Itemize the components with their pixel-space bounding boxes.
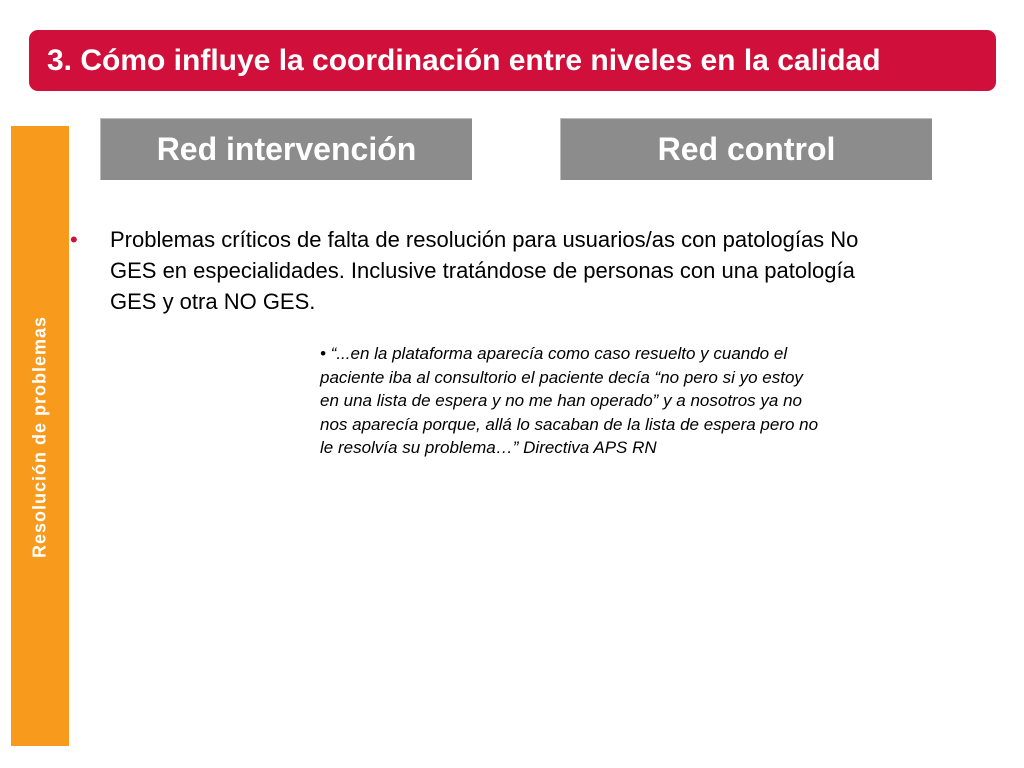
main-bullet-text (110, 224, 990, 317)
quote-line: • “...en la plataforma aparecía como caso resuelto y cuando el (320, 344, 788, 363)
main-bullet-line: GES en especialidades. Inclusive tratándose de personas con una patología (110, 258, 855, 283)
quote-line: le resolvía su problema…” Directiva APS RN (320, 438, 657, 457)
column-header-control: Red control (560, 118, 932, 180)
quote-line: paciente iba al consultorio el paciente decía “no pero si yo estoy (320, 367, 803, 387)
title-bar (29, 30, 996, 91)
quote-line: nos aparecía porque, allá lo sacaban de la lista de espera pero no (320, 414, 819, 434)
slide-title: 3. Cómo influye la coordinación entre niveles en la calidad (47, 43, 881, 77)
main-bullet (70, 224, 1000, 317)
bullet-marker: • (70, 227, 78, 252)
quote-line: en una lista de espera y no me han operado” y a nosotros ya no (320, 391, 802, 410)
main-bullet-line: GES y otra NO GES. (110, 289, 316, 314)
side-label: Resolución de problemas (29, 315, 50, 559)
main-bullet-line: Problemas críticos de falta de resolución para usuarios/as con patologías No (110, 227, 859, 252)
quote-block (320, 342, 920, 460)
column-header-intervention: Red intervención (100, 118, 472, 180)
